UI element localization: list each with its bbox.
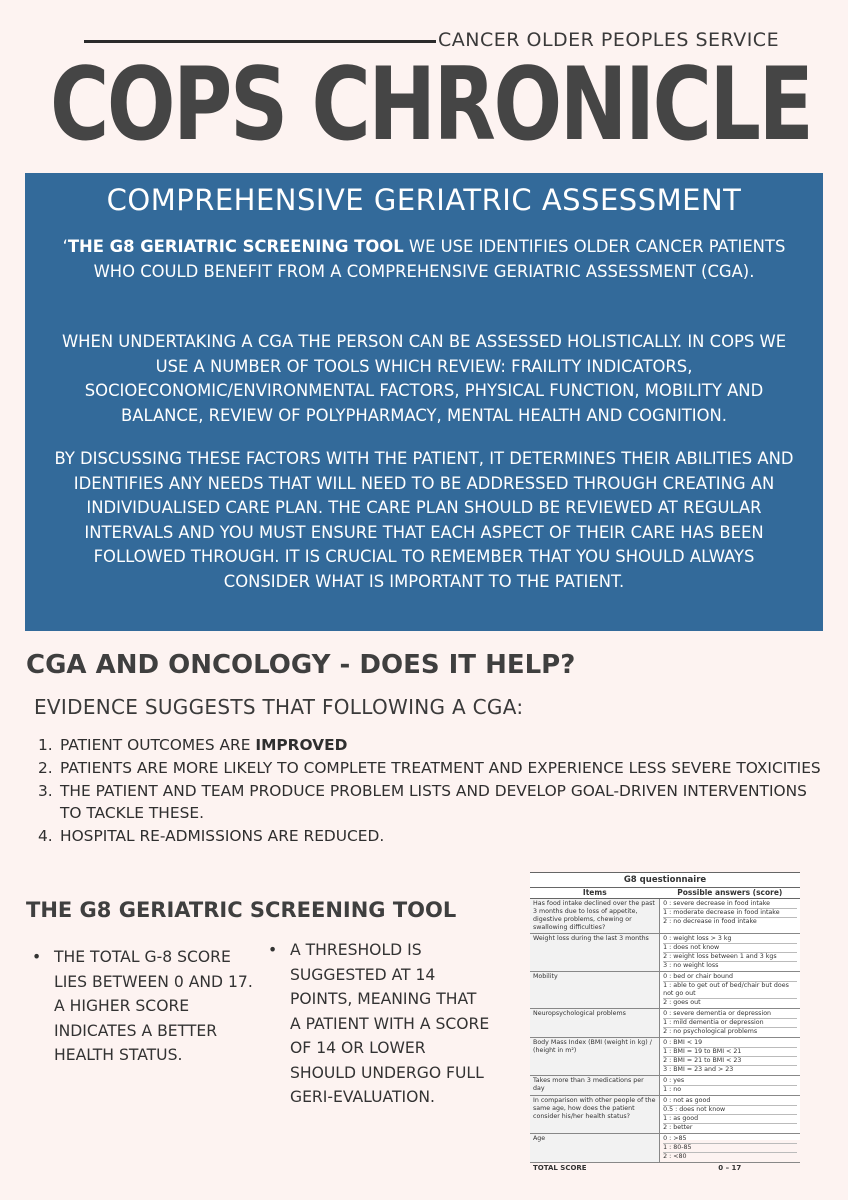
evidence-item-number: 2. — [38, 758, 53, 777]
g8-total-label: TOTAL SCORE — [533, 1164, 587, 1172]
g8-answers — [660, 1096, 800, 1134]
evidence-item — [36, 825, 826, 848]
g8-answer: 0 : severe dementia or depression — [663, 1010, 797, 1019]
evidence-item — [36, 734, 826, 757]
evidence-list — [36, 734, 826, 848]
g8-answer: 1 : as good — [663, 1115, 797, 1124]
g8-bullet-list-right — [268, 938, 490, 1110]
g8-item: Neuropsychological problems — [530, 1009, 660, 1038]
g8-answer: 0.5 : does not know — [663, 1106, 797, 1115]
g8-bullet-list-left — [32, 945, 262, 1068]
evidence-item-number: 4. — [38, 827, 53, 846]
g8-col-answers: Possible answers (score) — [660, 888, 800, 899]
g8-table-row — [530, 1134, 800, 1163]
g8-answer: 2 : better — [663, 1124, 693, 1131]
g8-answer: 1 : BMI = 19 to BMI < 21 — [663, 1048, 797, 1057]
g8-answer: 2 : no decrease in food intake — [663, 918, 757, 925]
g8-answer: 0 : weight loss > 3 kg — [663, 935, 797, 944]
g8-answers — [660, 1038, 800, 1076]
g8-score-range-bullet: • THE TOTAL G-8 SCORE LIES BETWEEN 0 AND 17. A HIGHER SCORE INDICATES A BETTER HEALTH STATUS. — [32, 945, 262, 1068]
evidence-item — [36, 757, 826, 780]
g8-item: Weight loss during the last 3 months — [530, 934, 660, 972]
g8-section-title: THE G8 GERIATRIC SCREENING TOOL — [26, 898, 457, 922]
g8-table-row — [530, 1076, 800, 1096]
cga-paragraph-1 — [49, 235, 799, 284]
g8-item: Age — [530, 1134, 660, 1163]
evidence-item — [36, 780, 826, 826]
g8-answer: 2 : goes out — [663, 999, 701, 1006]
evidence-item-text: PATIENT OUTCOMES ARE — [60, 736, 256, 754]
g8-answers — [660, 1076, 800, 1096]
g8-answer: 1 : no — [663, 1086, 682, 1093]
g8-col-items: Items — [530, 888, 660, 899]
g8-item: Mobility — [530, 972, 660, 1009]
g8-table-row — [530, 1009, 800, 1038]
g8-answer: 1 : able to get out of bed/chair but does not go out — [663, 982, 797, 999]
g8-answer: 0 : yes — [663, 1077, 797, 1086]
cga-paragraph-3: BY DISCUSSING THESE FACTORS WITH THE PATIENT, IT DETERMINES THEIR ABILITIES AND IDENTIFIES ANY NEEDS THAT WILL NEED TO BE ADDRESSED THROUGH CREATING AN INDIVIDUALISED CARE PLAN. THE CARE PLAN SHOULD BE REVIEWED AT REGULAR INTERVALS AND YOU MUST ENSURE THAT EACH ASPECT OF THEIR CARE HAS BEEN FOLLOWED THROUGH. IT IS CRUCIAL TO REMEMBER THAT YOU SHOULD ALWAYS CONSIDER WHAT IS IMPORTANT TO THE PATIENT. — [54, 449, 794, 591]
g8-answer: 1 : moderate decrease in food intake — [663, 909, 797, 918]
g8-table-row — [530, 1096, 800, 1134]
g8-questionnaire-table — [530, 888, 800, 1173]
g8-table-row — [530, 899, 800, 934]
g8-answer: 1 : does not know — [663, 944, 797, 953]
g8-threshold-bullet: • A THRESHOLD IS SUGGESTED AT 14 POINTS, MEANING THAT A PATIENT WITH A SCORE OF 14 OR LOWER SHOULD UNDERGO FULL GERI-EVALUATION. — [268, 938, 490, 1110]
g8-answer: 2 : <80 — [663, 1153, 687, 1160]
g8-answer: 1 : 80-85 — [663, 1144, 797, 1153]
g8-answer: 0 : >85 — [663, 1135, 797, 1144]
g8-answers — [660, 1009, 800, 1038]
g8-answer: 0 : bed or chair bound — [663, 973, 797, 982]
g8-questionnaire-image — [530, 872, 800, 1172]
evidence-item-number: 3. — [38, 781, 53, 800]
g8-total-range: 0 – 17 — [718, 1164, 742, 1172]
newsletter-title: COPS CHRONICLE — [50, 45, 812, 163]
g8-answer: 3 : no weight loss — [663, 962, 719, 969]
g8-answers — [660, 899, 800, 934]
cga-info-box — [25, 173, 823, 631]
cga-paragraph-1-text: WE USE IDENTIFIES OLDER CANCER PATIENTS WHO COULD BENEFIT FROM A COMPREHENSIVE GERIATRIC ASSESSMENT (CGA). — [93, 237, 786, 281]
g8-item: Takes more than 3 medications per day — [530, 1076, 660, 1096]
evidence-item-text: THE PATIENT AND TEAM PRODUCE PROBLEM LISTS AND DEVELOP GOAL-DRIVEN INTERVENTIONS TO TACKLE THESE. — [60, 781, 807, 823]
g8-answer: 2 : weight loss between 1 and 3 kgs — [663, 953, 797, 962]
evidence-item-text: HOSPITAL RE-ADMISSIONS ARE REDUCED. — [60, 827, 385, 846]
g8-item: Has food intake declined over the past 3 months due to loss of appetite, digestive problems, chewing or swallowing difficulties? — [530, 899, 660, 934]
g8-item: Body Mass Index (BMI (weight in kg) / (height in m²) — [530, 1038, 660, 1076]
g8-answer: 1 : mild dementia or depression — [663, 1019, 797, 1028]
quote-mark: ‘ — [62, 237, 68, 256]
cga-paragraph-2: WHEN UNDERTAKING A CGA THE PERSON CAN BE ASSESSED HOLISTICALLY. IN COPS WE USE A NUMBER OF TOOLS WHICH REVIEW: FRAILITY INDICATORS, SOCIOECONOMIC/ENVIRONMENTAL FACTORS, PHYSICAL FUNCTION, MOBILITY AND BALANCE, REVIEW OF POLYPHARMACY, MENTAL HEALTH AND COGNITION. — [61, 332, 787, 425]
g8-answer: 0 : severe decrease in food intake — [663, 900, 797, 909]
evidence-item-emphasis: IMPROVED — [255, 736, 348, 754]
g8-table-row — [530, 934, 800, 972]
service-name: CANCER OLDER PEOPLES SERVICE — [438, 29, 780, 51]
g8-answer: 0 : not as good — [663, 1097, 797, 1106]
evidence-item-number: 1. — [38, 736, 53, 754]
g8-answer: 2 : BMI = 21 to BMI < 23 — [663, 1057, 797, 1066]
evidence-intro: EVIDENCE SUGGESTS THAT FOLLOWING A CGA: — [34, 695, 524, 719]
g8-answers — [660, 934, 800, 972]
g8-tool-name: THE G8 GERIATRIC SCREENING TOOL — [67, 237, 404, 256]
g8-answers — [660, 972, 800, 1009]
g8-total-row — [530, 1163, 800, 1174]
g8-answer: 3 : BMI = 23 and > 23 — [663, 1066, 734, 1073]
cga-heading: COMPREHENSIVE GERIATRIC ASSESSMENT — [106, 183, 742, 217]
g8-questionnaire-title: G8 questionnaire — [530, 872, 800, 888]
g8-table-row — [530, 972, 800, 1009]
g8-answer: 0 : BMI < 19 — [663, 1039, 797, 1048]
g8-answers — [660, 1134, 800, 1163]
g8-answer: 2 : no psychological problems — [663, 1028, 758, 1035]
evidence-item-text: PATIENTS ARE MORE LIKELY TO COMPLETE TREATMENT AND EXPERIENCE LESS SEVERE TOXICITIES — [60, 758, 821, 777]
g8-table-row — [530, 1038, 800, 1076]
header-rule — [84, 40, 436, 43]
g8-item: In comparison with other people of the same age, how does the patient consider his/her health status? — [530, 1096, 660, 1134]
oncology-section-title: CGA AND ONCOLOGY - DOES IT HELP? — [26, 650, 576, 680]
